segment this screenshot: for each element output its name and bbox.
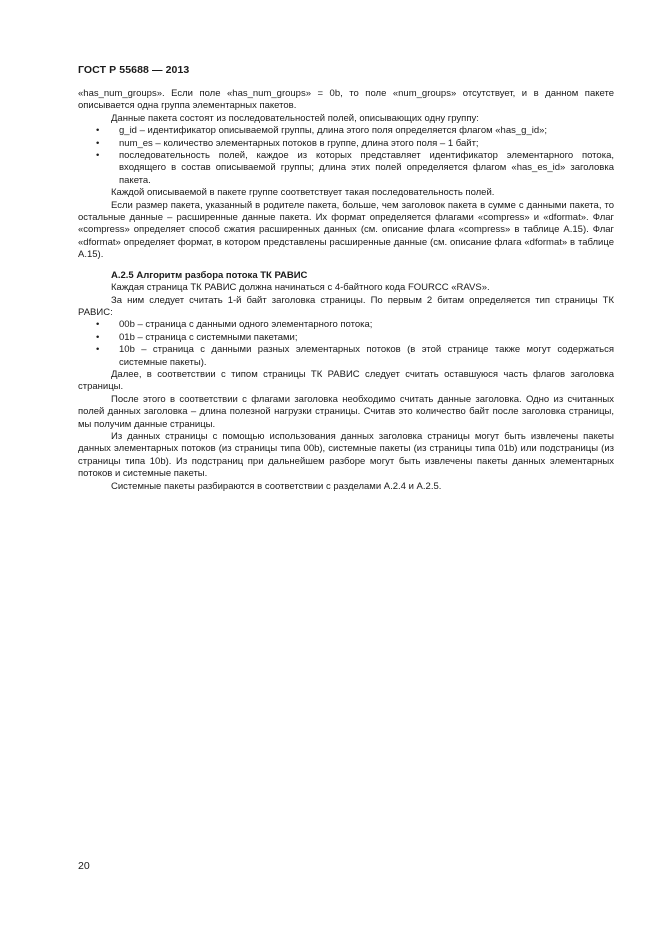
paragraph-extraction: Из данных страницы с помощью использования данных заголовка страницы могут быть извлечены пакеты данных элементарных потоков (из страницы типа 00b), системные пакеты (из страницы типа 01b) или подстраницы (из страницы типа 10b). Из подстраниц при дальнейшем разборе могут быть извлечены пакеты данных элементарных потоков и системные пакеты. xyxy=(78,430,614,480)
list-item-text: num_es – количество элементарных потоков в группе, длина этого поля – 1 байт; xyxy=(119,137,479,149)
list-item xyxy=(78,125,614,137)
bullet-icon: • xyxy=(96,150,100,162)
paragraph-group-sequence: Каждой описываемой в пакете группе соответствует такая последовательность полей. xyxy=(111,187,495,199)
bullet-icon: • xyxy=(96,137,100,149)
paragraph-system-packets: Системные пакеты разбираются в соответствии с разделами А.2.4 и А.2.5. xyxy=(111,480,442,492)
bullet-icon: • xyxy=(96,125,100,137)
document-body xyxy=(78,88,614,493)
paragraph-continuation: «has_num_groups». Если поле «has_num_groups» = 0b, то поле «num_groups» отсутствует, и в данном пакете описывается одна группа элементарных пакетов. xyxy=(78,88,614,112)
list-item xyxy=(78,150,614,187)
paragraph-extended-data: Если размер пакета, указанный в родителе пакета, больше, чем заголовок пакета в сумме с данными пакета, то остальные данные – расширенные данные пакета. Их формат определяется флагами «compress» и «dformat». Флаг «compress» определяет способ сжатия расширенных данных (см. описание флага «compress» в таблице А.15). Флаг «dformat» определяет формат, в котором представлены расширенные данные (см. описание флага «dformat» в таблице А.15). xyxy=(78,199,614,261)
document-header: ГОСТ Р 55688 — 2013 xyxy=(78,64,190,76)
paragraph-header-flags: Далее, в соответствии с типом страницы ТК РАВИС следует считать оставшуюся часть флагов заголовка страницы. xyxy=(78,368,614,393)
page-types-list xyxy=(78,319,614,369)
list-item-text: 10b – страница с данными разных элементарных потоков (в этой странице также могут содержаться системные пакеты). xyxy=(119,344,614,368)
list-item-text: g_id – идентификатор описываемой группы, длина этого поля определяется флагом «has_g_id»; xyxy=(119,125,548,137)
section-heading: А.2.5 Алгоритм разбора потока ТК РАВИС xyxy=(111,269,308,281)
bullet-icon: • xyxy=(96,331,100,343)
list-item xyxy=(78,319,614,331)
paragraph-page-type: За ним следует считать 1-й байт заголовка страницы. По первым 2 битам определяется тип страницы ТК РАВИС: xyxy=(78,294,614,318)
list-item xyxy=(78,332,614,344)
list-item xyxy=(78,138,614,150)
group-fields-list xyxy=(78,125,614,187)
list-item-text: последовательность полей, каждое из которых представляет идентификатор элементарного потока, входящего в состав описываемой группы; длина этих полей определяется флагом «has_es_id» заголовка пакета. xyxy=(119,150,614,186)
page-number: 20 xyxy=(78,860,90,872)
bullet-icon: • xyxy=(96,319,100,331)
list-item xyxy=(78,344,614,369)
list-item-text: 00b – страница с данными одного элементарного потока; xyxy=(119,319,373,331)
list-item-text: 01b – страница с системными пакетами; xyxy=(119,331,298,343)
bullet-icon: • xyxy=(96,344,100,356)
paragraph-header-data: После этого в соответствии с флагами заголовка необходимо считать данные заголовка. Одно из считанных полей данных заголовка – длина полезной нагрузки страницы. Считав это количество байт после заголовка страницы, мы получим данные страницы. xyxy=(78,393,614,430)
paragraph-fourcc: Каждая страница ТК РАВИС должна начинаться с 4-байтного кода FOURCC «RAVS». xyxy=(111,282,490,294)
paragraph-packet-data: Данные пакета состоят из последовательностей полей, описывающих одну группу: xyxy=(111,112,479,124)
